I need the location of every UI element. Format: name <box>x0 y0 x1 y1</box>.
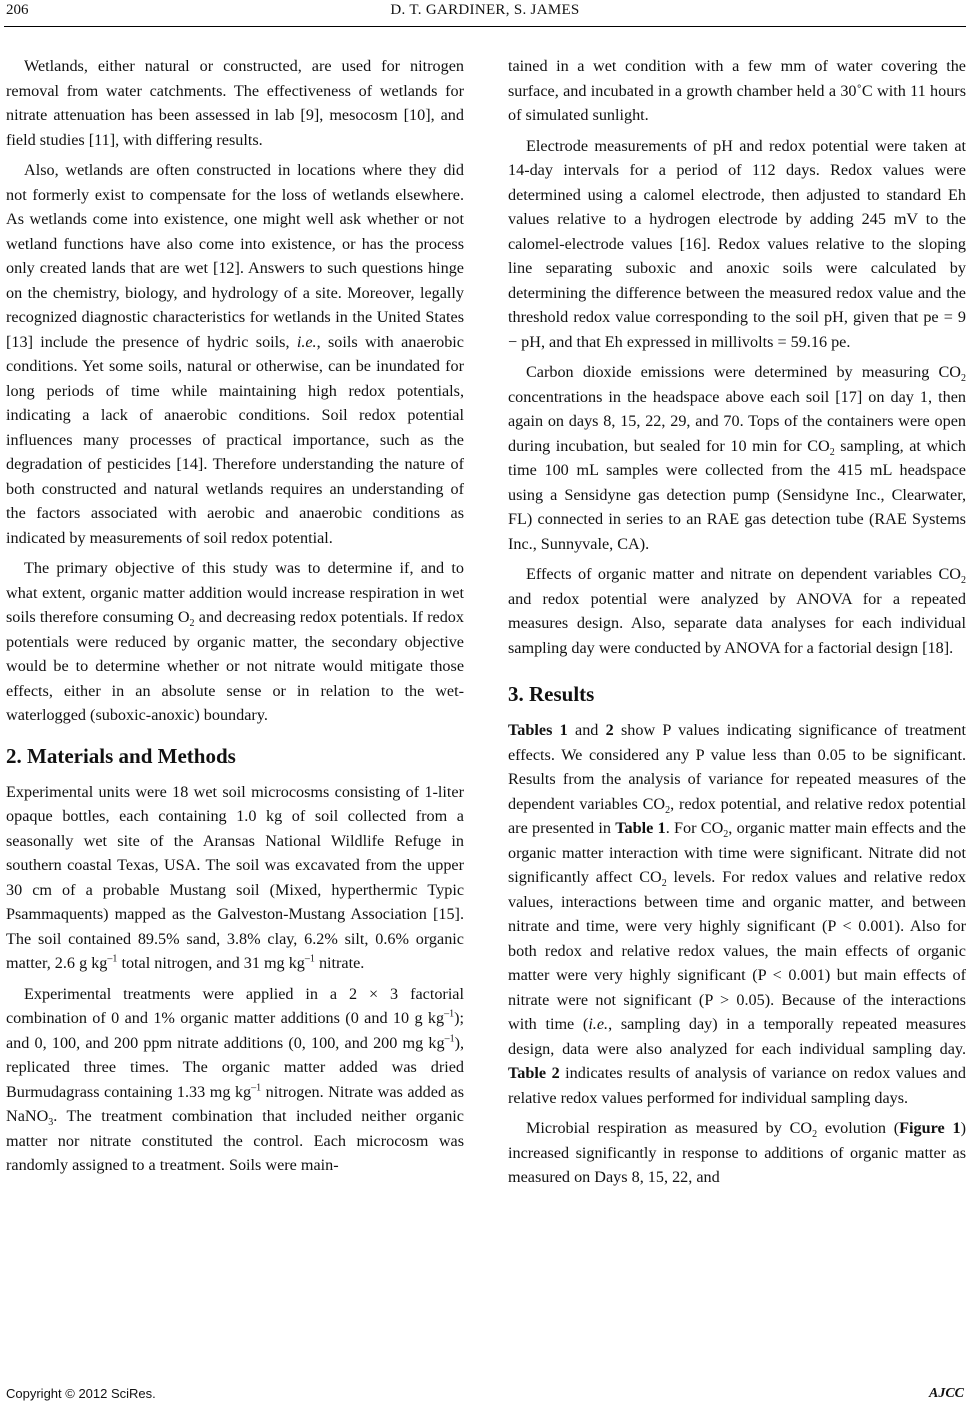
paragraph: Wetlands, either natural or constructed, are used for nitrogen removal from water catchments. The effectiveness of wetlands for nitrate attenuation has been assessed in lab [9], mesocosm [10], and field studies [11], with differing results. <box>6 57 464 149</box>
running-title: D. T. GARDINER, S. JAMES <box>390 2 580 18</box>
paragraph: Electrode measurements of pH and redox potential were taken at 14-day intervals for a period of 112 days. Redox values were determined using a calomel electrode, then adjusted to standard Eh values relative to a hydrogen electrode by adding 245 mV to the calomel-electrode values [16]. Redox values relative to the sloping line separating suboxic and anoxic soils were calculated by determining the difference between the measured redox value and the threshold redox value corresponding to the soil pH, given that pe = 9 − pH, and that Eh expressed in millivolts = 59.16 pe. <box>508 136 966 351</box>
paragraph: The primary objective of this study was to determine if, and to what extent, organic matter addition would increase respiration in wet soils therefore consuming $O_2$ and decreasing redox potentials. If redox potentials were reduced by organic matter, the secondary objective would be to determine whether or not nitrate would mitigate those effects, either in an absolute sense or in relation to the wet-waterlogged (suboxic-anoxic) boundary. <box>6 559 464 724</box>
paragraph: Experimental units were 18 wet soil microcosms consisting of 1-liter opaque bottles, each containing 1.0 kg of soil collected from a seasonally wet site of the Aransas National Wildlife Refuge in southern coastal Texas, USA. The soil was excavated from the upper 30 cm of a probable Mustang soil (Mixed, hyperthermic Typic Psammaquents) mapped as the Galveston-Mustang Association [15]. The soil contained 89.5% sand, 3.8% clay, 6.2% silt, 0.6% organic matter, 2.6 g $kg^{-1}$ total nitrogen, and 31 mg $kg^{-1}$ nitrate. <box>6 782 464 972</box>
copyright-notice: Copyright © 2012 SciRes. <box>6 1386 156 1401</box>
paragraph: Carbon dioxide emissions were determined by measuring $CO_2$ concentrations in the headspace above each soil [17] on day 1, then again on days 8, 15, 22, 29, and 70. Tops of the containers were open during incubation, but sealed for 10 min for $CO_2$ sampling, at which time 100 mL samples were collected from the 415 mL headspace using a Sensidyne gas detection pump (Sensidyne Inc., Clearwater, FL) connected in series to an RAE gas detection tube (RAE Systems Inc., Sunnyvale, CA). <box>508 363 966 553</box>
table-1-link[interactable]: Table 1 <box>615 819 666 837</box>
figure-1-link[interactable]: Figure 1 <box>899 1119 961 1137</box>
page-header <box>0 0 970 32</box>
page-number: 206 <box>6 2 29 18</box>
right-column <box>508 54 966 1196</box>
table-2-link[interactable]: Table 2 <box>508 1064 560 1082</box>
paragraph: Tables 1 and 2 show P values indicating significance of treatment effects. We considered any P value less than 0.05 to be significant. Results from the analysis of variance for repeated measures of the dependent variables $CO_2$, redox potential, and relative redox potential are presented in Table 1. For $CO_2$, organic matter main effects and the organic matter interaction with time were significant. Nitrate did not significantly affect $CO_2$ levels. For redox values and relative redox values, interactions between time and organic matter, and between nitrate and time, were very highly significant (P < 0.001). Also for both redox and relative redox values, the main effects of organic matter were very highly significant (P < 0.001) but main effects of nitrate were not significant (P > 0.05). Because of the interactions with time (i.e., sampling day) in a temporally repeated measures design, data were also analyzed for each individual sampling day. Table 2 indicates results of analysis of variance on redox values and relative redox values performed for individual sampling days. <box>508 721 967 1107</box>
table-1-link[interactable]: Tables 1 <box>508 721 568 739</box>
paragraph: Experimental treatments were applied in a 2 × 3 factorial combination of 0 and 1% organic matter additions (0 and 10 g $kg^{-1}$); and 0, 100, and 200 ppm nitrate additions (0, 100, and 200 mg $kg^{-1}$), replicated three times. The organic matter added was dried Burmudagrass containing 1.33 mg $kg^{-1}$ nitrogen. Nitrate was added as NaNO$_3$. The treatment combination that included neither organic matter nor nitrate constituted the control. Each microcosm was randomly assigned to a treatment. Soils were main- <box>6 984 464 1174</box>
left-column <box>6 54 464 1184</box>
paragraph: Microbial respiration as measured by $CO_2$ evolution (Figure 1) increased significantly in response to additions of organic matter as measured on Days 8, 15, 22, and <box>508 1119 966 1186</box>
section-heading-results: 3. Results <box>508 682 595 706</box>
table-2-link[interactable]: 2 <box>605 721 614 739</box>
journal-abbrev: AJCC <box>928 1386 964 1401</box>
paragraph: tained in a wet condition with a few mm of water covering the surface, and incubated in a growth chamber held a 30˚C with 11 hours of simulated sunlight. <box>508 57 966 124</box>
header-rule <box>4 26 966 27</box>
paragraph: Effects of organic matter and nitrate on dependent variables $CO_2$ and redox potential were analyzed by ANOVA for a repeated measures design. Also, separate data analyses for each individual sampling day were conducted by ANOVA for a factorial design [18]. <box>508 565 966 657</box>
paragraph: Also, wetlands are often constructed in locations where they did not formerly exist to compensate for the loss of wetlands elsewhere. As wetlands come into existence, one might well ask whether or not wetland functions have also come into existence, or has the process only created lands that are wet [12]. Answers to such questions hinge on the chemistry, biology, and hydrology of a site. Moreover, legally recognized diagnostic characteristics for wetlands in the United States [13] include the presence of hydric soils, i.e., soils with anaerobic conditions. Yet some soils, natural or otherwise, can be inundated for long periods of time while maintaining high redox potentials, indicating a lack of anaerobic conditions. Soil redox potential influences many processes of practical importance, such as the degradation of pesticides [14]. Therefore understanding the nature of both constructed and natural wetlands requires an understanding of the factors associated with aerobic and anaerobic conditions as indicated by measurements of soil redox potential. <box>6 161 464 547</box>
section-heading-methods: 2. Materials and Methods <box>6 743 236 768</box>
